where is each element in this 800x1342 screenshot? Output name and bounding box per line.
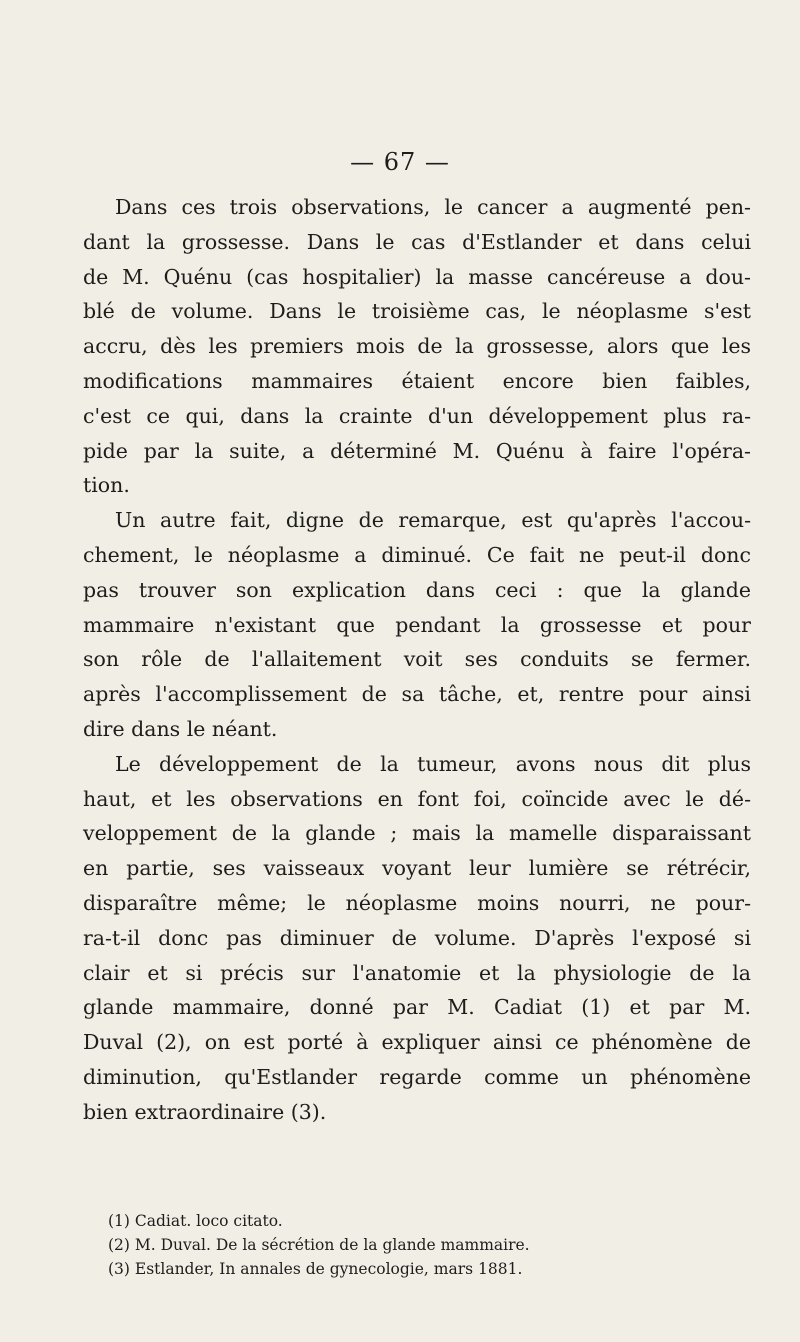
text-line: accru, dès les premiers mois de la grossesse, alors que les	[83, 334, 751, 359]
text-line: modifications mammaires étaient encore bien faibles,	[83, 368, 751, 393]
footnote-3: (3) Estlander, In annales de gynecologie, mars 1881.	[108, 1260, 523, 1278]
text-line: blé de volume. Dans le troisième cas, le néoplasme s'est	[83, 299, 751, 324]
text-line: Duval (2), on est porté à expliquer ainsi ce phénomène de	[83, 1030, 751, 1055]
text-line: tion.	[83, 473, 130, 498]
footnote-2: (2) M. Duval. De la sécrétion de la glande mammaire.	[108, 1236, 530, 1254]
text-line: dant la grossesse. Dans le cas d'Estlander et dans celui	[83, 229, 751, 254]
text-line: veloppement de la glande ; mais la mamelle disparaissant	[83, 821, 751, 846]
text-line: c'est ce qui, dans la crainte d'un développement plus ra-	[83, 403, 751, 428]
text-line: après l'accomplissement de sa tâche, et, rentre pour ainsi	[83, 682, 751, 707]
text-line: disparaître même; le néoplasme moins nourri, ne pour-	[83, 890, 751, 915]
text-line: son rôle de l'allaitement voit ses conduits se fermer.	[83, 647, 751, 672]
footnotes	[108, 1209, 748, 1281]
page-number: — 67 —	[350, 148, 450, 176]
text-line: de M. Quénu (cas hospitalier) la masse cancéreuse a dou-	[83, 264, 751, 289]
text-line: Dans ces trois observations, le cancer a augmenté pen-	[115, 195, 751, 219]
text-line: ra-t-il donc pas diminuer de volume. D'après l'exposé si	[83, 925, 751, 950]
text-line: mammaire n'existant que pendant la grossesse et pour	[83, 612, 751, 637]
text-line: en partie, ses vaisseaux voyant leur lumière se rétrécir,	[83, 856, 751, 881]
body-text	[83, 190, 751, 1130]
paragraph-3	[83, 747, 751, 1130]
text-line: pide par la suite, a déterminé M. Quénu à faire l'opéra-	[83, 438, 751, 463]
text-line: diminution, qu'Estlander regarde comme un phénomène	[83, 1064, 751, 1089]
text-line: chement, le néoplasme a diminué. Ce fait ne peut-il donc	[83, 542, 751, 567]
text-line: dire dans le néant.	[83, 716, 278, 741]
text-line: Un autre fait, digne de remarque, est qu'après l'accou-	[115, 508, 751, 533]
text-line: clair et si précis sur l'anatomie et la physiologie de la	[83, 960, 751, 985]
text-line: Le développement de la tumeur, avons nous dit plus	[115, 751, 751, 776]
paragraph-2	[83, 503, 751, 747]
text-line: glande mammaire, donné par M. Cadiat (1) et par M.	[83, 995, 751, 1020]
paragraph-1	[83, 190, 751, 503]
text-line: bien extraordinaire (3).	[83, 1099, 327, 1124]
text-line: pas trouver son explication dans ceci : que la glande	[83, 577, 751, 602]
footnote-1: (1) Cadiat. loco citato.	[108, 1212, 283, 1230]
text-line: haut, et les observations en font foi, coïncide avec le dé-	[83, 786, 751, 811]
